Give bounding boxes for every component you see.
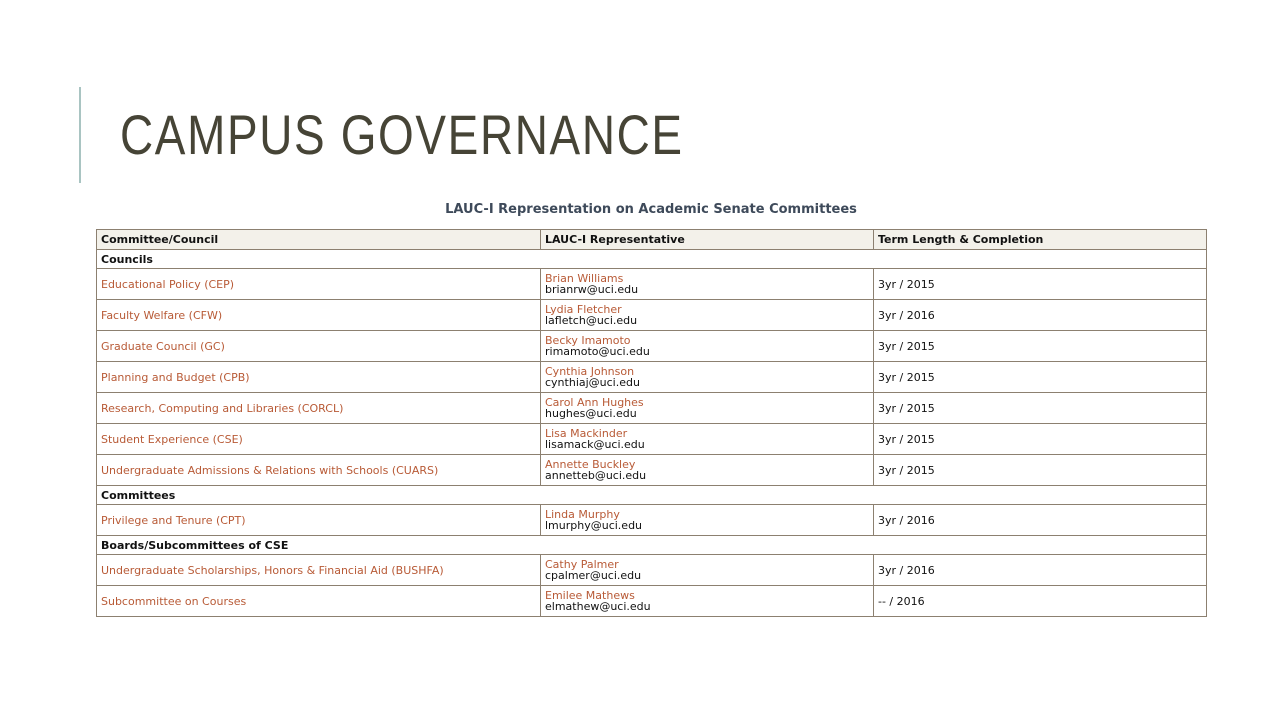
term-cell: 3yr / 2016: [874, 505, 1207, 536]
committee-link[interactable]: Graduate Council (GC): [97, 331, 541, 362]
section-row-councils: [97, 250, 1207, 269]
term-cell: 3yr / 2015: [874, 455, 1207, 486]
representative-email: cynthiaj@uci.edu: [545, 376, 640, 389]
committee-link[interactable]: Faculty Welfare (CFW): [97, 300, 541, 331]
representative-email: cpalmer@uci.edu: [545, 569, 642, 582]
section-row-committees: [97, 486, 1207, 505]
term-cell: 3yr / 2015: [874, 362, 1207, 393]
committee-link[interactable]: Undergraduate Admissions & Relations with Schools (CUARS): [97, 455, 541, 486]
representative-email: lisamack@uci.edu: [545, 438, 645, 451]
section-label: Committees: [97, 486, 1207, 505]
representative-cell: [541, 505, 874, 536]
representative-name-link[interactable]: Lisa Mackinder: [545, 427, 628, 440]
table-row: [97, 269, 1207, 300]
representative-name-link[interactable]: Brian Williams: [545, 272, 624, 285]
representative-email: rimamoto@uci.edu: [545, 345, 650, 358]
committee-link[interactable]: Student Experience (CSE): [97, 424, 541, 455]
representative-name-link[interactable]: Lydia Fletcher: [545, 303, 622, 316]
committees-table: [96, 229, 1207, 617]
section-label: Councils: [97, 250, 1207, 269]
representative-name-link[interactable]: Emilee Mathews: [545, 589, 635, 602]
slide-title: CAMPUS GOVERNANCE: [120, 103, 684, 166]
representative-email: brianrw@uci.edu: [545, 283, 639, 296]
column-header-committee: Committee/Council: [97, 230, 541, 250]
representative-email: annetteb@uci.edu: [545, 469, 647, 482]
table-row: [97, 586, 1207, 617]
representative-cell: [541, 586, 874, 617]
representative-cell: [541, 555, 874, 586]
representative-name-link[interactable]: Cathy Palmer: [545, 558, 619, 571]
term-cell: 3yr / 2015: [874, 331, 1207, 362]
representative-cell: [541, 393, 874, 424]
representative-name-link[interactable]: Linda Murphy: [545, 508, 620, 521]
section-label: Boards/Subcommittees of CSE: [97, 536, 1207, 555]
table-row: [97, 393, 1207, 424]
table-row: [97, 455, 1207, 486]
table-header-row: [97, 230, 1207, 250]
section-row-boards: [97, 536, 1207, 555]
table-row: [97, 331, 1207, 362]
representative-email: hughes@uci.edu: [545, 407, 637, 420]
term-cell: 3yr / 2016: [874, 300, 1207, 331]
representative-name-link[interactable]: Cynthia Johnson: [545, 365, 635, 378]
term-cell: 3yr / 2016: [874, 555, 1207, 586]
table-row: [97, 424, 1207, 455]
table-heading: LAUC-I Representation on Academic Senate Committees: [445, 202, 857, 217]
committee-link[interactable]: Educational Policy (CEP): [97, 269, 541, 300]
title-accent-bar: [79, 87, 81, 183]
committee-link[interactable]: Undergraduate Scholarships, Honors & Financial Aid (BUSHFA): [97, 555, 541, 586]
representative-name-link[interactable]: Carol Ann Hughes: [545, 396, 644, 409]
term-cell: -- / 2016: [874, 586, 1207, 617]
committee-link[interactable]: Planning and Budget (CPB): [97, 362, 541, 393]
representative-cell: [541, 362, 874, 393]
column-header-representative: LAUC-I Representative: [541, 230, 874, 250]
representative-name-link[interactable]: Becky Imamoto: [545, 334, 631, 347]
representative-cell: [541, 331, 874, 362]
representative-name-link[interactable]: Annette Buckley: [545, 458, 636, 471]
representative-email: lmurphy@uci.edu: [545, 519, 643, 532]
term-cell: 3yr / 2015: [874, 393, 1207, 424]
committee-link[interactable]: Research, Computing and Libraries (CORCL): [97, 393, 541, 424]
committee-link[interactable]: Subcommittee on Courses: [97, 586, 541, 617]
representative-cell: [541, 300, 874, 331]
representative-cell: [541, 424, 874, 455]
representative-cell: [541, 455, 874, 486]
table-row: [97, 505, 1207, 536]
term-cell: 3yr / 2015: [874, 269, 1207, 300]
representative-email: elmathew@uci.edu: [545, 600, 651, 613]
term-cell: 3yr / 2015: [874, 424, 1207, 455]
representative-cell: [541, 269, 874, 300]
representative-email: lafletch@uci.edu: [545, 314, 638, 327]
table-row: [97, 362, 1207, 393]
column-header-term: Term Length & Completion: [874, 230, 1207, 250]
table-row: [97, 300, 1207, 331]
table-row: [97, 555, 1207, 586]
committee-link[interactable]: Privilege and Tenure (CPT): [97, 505, 541, 536]
